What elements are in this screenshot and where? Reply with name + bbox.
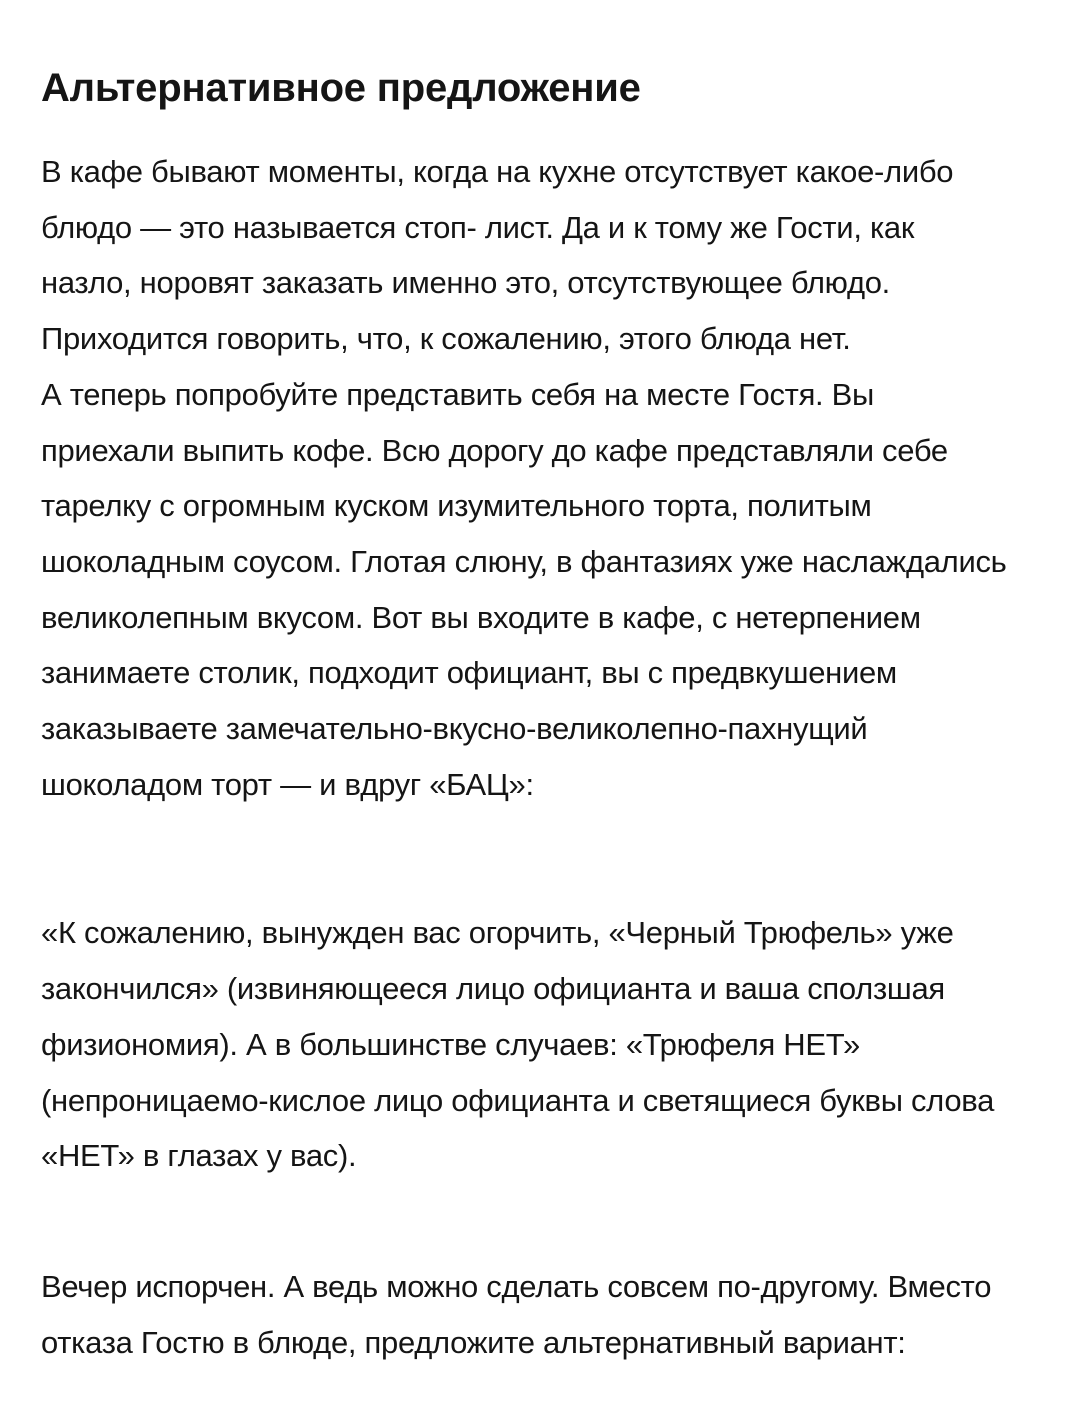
text-line: закончился» (извиняющееся лицо официанта и ваша сползшая <box>41 971 945 1007</box>
text-line: физиономия). А в большинстве случаев: «Трюфеля НЕТ» <box>41 1026 860 1062</box>
article <box>41 0 1061 1370</box>
article-paragraph-intro <box>41 144 1061 812</box>
text-line: (непроницаемо-кислое лицо официанта и светящиеся буквы слова <box>41 1082 995 1118</box>
text-line: А теперь попробуйте представить себя на месте Гостя. Вы <box>41 376 875 412</box>
text-line: Приходится говорить, что, к сожалению, этого блюда нет. <box>41 321 851 357</box>
text-line: «НЕТ» в глазах у вас). <box>41 1138 357 1174</box>
article-paragraph-conclusion <box>41 1259 1061 1370</box>
text-line: блюдо — это называется стоп- лист. Да и к тому же Гости, как <box>41 209 915 245</box>
text-line: В кафе бывают моменты, когда на кухне отсутствует какое-либо <box>41 154 954 189</box>
text-line: великолепным вкусом. Вот вы входите в кафе, с нетерпением <box>41 599 921 635</box>
text-line: назло, норовят заказать именно это, отсутствующее блюдо. <box>41 265 890 301</box>
text-line: шоколадным соусом. Глотая слюну, в фантазиях уже наслаждались <box>41 543 1007 579</box>
article-paragraph-quote <box>41 905 1061 1184</box>
text-line: Вечер испорчен. А ведь можно сделать совсем по-другому. Вместо <box>41 1268 992 1304</box>
text-line: тарелку с огромным куском изумительного торта, политым <box>41 488 872 524</box>
text-line: шоколадом торт — и вдруг «БАЦ»: <box>41 766 534 802</box>
article-title: Альтернативное предложение <box>41 66 641 110</box>
text-line: занимаете столик, подходит официант, вы с предвкушением <box>41 655 897 691</box>
text-line: заказываете замечательно-вкусно-великолепно-пахнущий <box>41 711 868 747</box>
text-line: отказа Гостю в блюде, предложите альтернативный вариант: <box>41 1324 906 1360</box>
text-line: приехали выпить кофе. Всю дорогу до кафе представляли себе <box>41 432 948 468</box>
text-line: «К сожалению, вынужден вас огорчить, «Черный Трюфель» уже <box>41 915 954 951</box>
